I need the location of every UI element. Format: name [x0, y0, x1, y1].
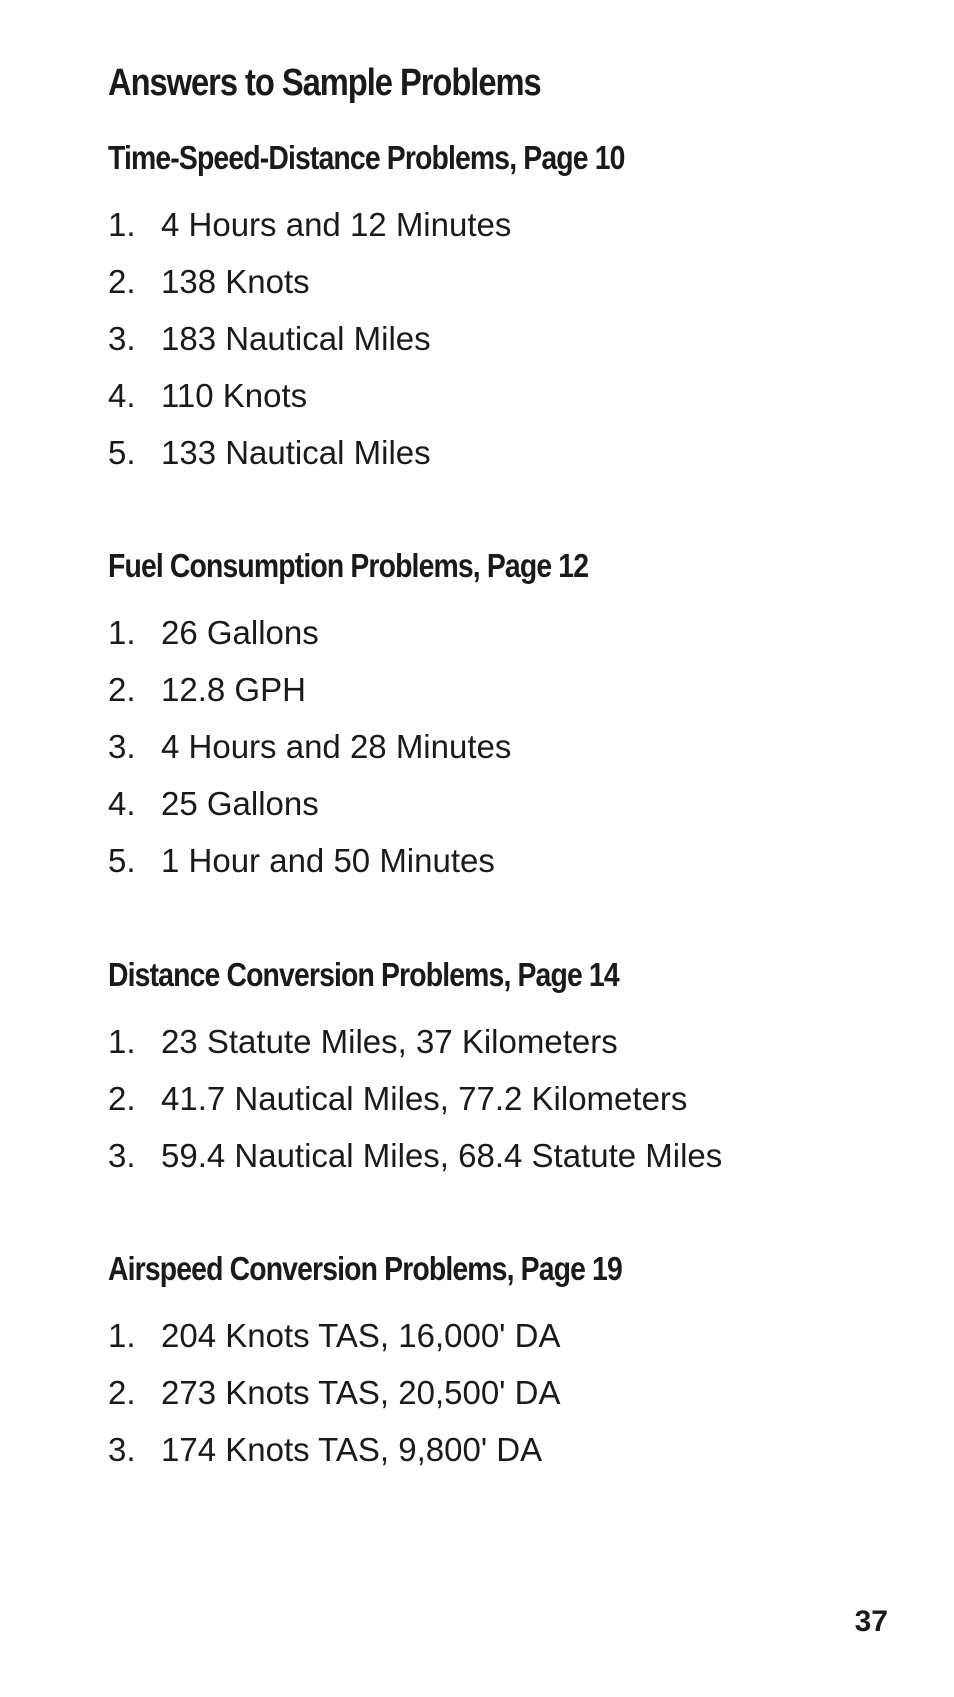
answer-number: 1.: [108, 1316, 136, 1354]
answer-text: 174 Knots TAS, 9,800' DA: [161, 1430, 543, 1468]
answer-number: 5.: [108, 841, 136, 879]
answer-text: 204 Knots TAS, 16,000' DA: [161, 1316, 561, 1354]
answer-text: 12.8 GPH: [161, 670, 306, 708]
answer-item: [108, 1127, 908, 1184]
answer-number: 4.: [108, 376, 136, 414]
answer-text: 25 Gallons: [161, 784, 319, 822]
section-heading: Fuel Consumption Problems, Page 12: [108, 547, 589, 584]
answer-number: 3.: [108, 1136, 136, 1174]
answer-item: [108, 604, 908, 661]
answer-item: [108, 424, 908, 481]
answer-number: 5.: [108, 433, 136, 471]
answer-number: 2.: [108, 1373, 136, 1411]
section-heading: Distance Conversion Problems, Page 14: [108, 956, 619, 993]
answer-text: 23 Statute Miles, 37 Kilometers: [161, 1022, 618, 1060]
answer-text: 183 Nautical Miles: [161, 319, 431, 357]
answer-text: 59.4 Nautical Miles, 68.4 Statute Miles: [161, 1136, 723, 1174]
answer-text: 110 Knots: [161, 376, 308, 414]
answer-text: 133 Nautical Miles: [161, 433, 431, 471]
answer-item: [108, 1307, 908, 1364]
answer-item: [108, 310, 908, 367]
answer-item: [108, 196, 908, 253]
answer-list: [108, 1307, 908, 1478]
answer-number: 3.: [108, 319, 136, 357]
answer-list: [108, 196, 908, 481]
answer-number: 1.: [108, 613, 136, 651]
answer-item: [108, 1421, 908, 1478]
answer-item: [108, 1070, 908, 1127]
answer-number: 4.: [108, 784, 136, 822]
section-distance-conversion: [108, 955, 908, 1184]
answer-item: [108, 832, 908, 889]
answer-number: 1.: [108, 1022, 136, 1060]
section-fuel-consumption: [108, 546, 908, 889]
answer-item: [108, 253, 908, 310]
section-airspeed-conversion: [108, 1249, 908, 1478]
section-time-speed-distance: [108, 138, 908, 481]
answer-number: 2.: [108, 670, 136, 708]
answer-text: 4 Hours and 28 Minutes: [161, 727, 512, 765]
section-heading: Airspeed Conversion Problems, Page 19: [108, 1250, 622, 1287]
answer-text: 138 Knots: [161, 262, 310, 300]
answer-item: [108, 775, 908, 832]
page-number: 37: [854, 1605, 888, 1638]
answer-number: 3.: [108, 1430, 136, 1468]
answer-text: 41.7 Nautical Miles, 77.2 Kilometers: [161, 1079, 688, 1117]
answer-number: 1.: [108, 205, 136, 243]
answer-item: [108, 1364, 908, 1421]
answer-text: 1 Hour and 50 Minutes: [161, 841, 495, 879]
answer-item: [108, 661, 908, 718]
answer-text: 4 Hours and 12 Minutes: [161, 205, 512, 243]
section-heading: Time-Speed-Distance Problems, Page 10: [108, 139, 625, 176]
answer-list: [108, 604, 908, 889]
answer-number: 2.: [108, 1079, 136, 1117]
answer-list: [108, 1013, 908, 1184]
answer-item: [108, 718, 908, 775]
answer-text: 273 Knots TAS, 20,500' DA: [161, 1373, 561, 1411]
answer-number: 2.: [108, 262, 136, 300]
page-title: Answers to Sample Problems: [108, 62, 541, 104]
answer-item: [108, 1013, 908, 1070]
answer-item: [108, 367, 908, 424]
answer-number: 3.: [108, 727, 136, 765]
answer-text: 26 Gallons: [161, 613, 319, 651]
